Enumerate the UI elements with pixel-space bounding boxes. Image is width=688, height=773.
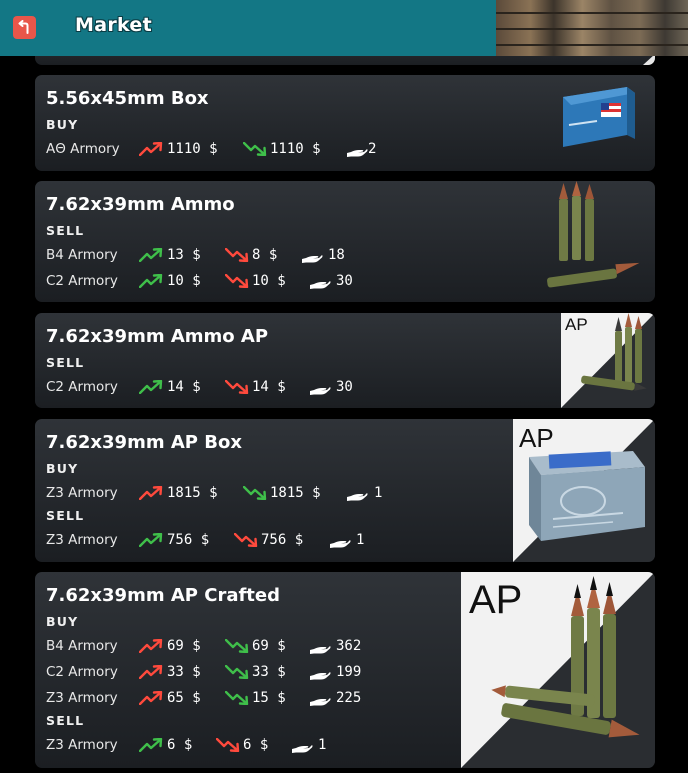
hand-icon [309,693,331,707]
market-card[interactable] [35,75,655,171]
item-name: 7.62x39mm AP Crafted [46,585,280,606]
page-title: Market [75,14,152,36]
sell-price: 10 $ [252,273,286,289]
trend-down-icon [225,274,249,288]
sell-price: 33 $ [252,664,286,680]
stock-qty: 1 [318,737,327,753]
seller-name: Z3 Armory [46,485,118,501]
buy-price: 1815 $ [167,485,218,501]
seller-name: C2 Armory [46,273,118,289]
hand-icon [291,740,313,754]
hand-icon [309,667,331,681]
buy-price: 1110 $ [167,141,218,157]
stock-qty: 18 [328,247,345,263]
ammo-ap-box-image [513,419,655,562]
hand-icon [309,276,331,290]
trend-down-icon [225,380,249,394]
ap-badge: AP [519,423,554,453]
section-label-buy: BUY [46,461,79,476]
trend-down-icon [225,248,249,262]
item-name: 5.56x45mm Box [46,88,209,109]
stock-qty: 1 [356,532,365,548]
trend-down-icon [234,533,258,547]
stock-qty: 2 [368,141,377,157]
header-banner-image [496,0,688,56]
section-label-buy: BUY [46,117,79,132]
seller-name: C2 Armory [46,379,118,395]
hand-icon [301,250,323,264]
ammo-ap-crafted-image [461,572,655,768]
hand-icon [309,641,331,655]
section-label-sell: SELL [46,223,85,238]
trend-up-icon [139,142,163,156]
buy-price: 14 $ [167,379,201,395]
seller-name: AΘ Armory [46,141,120,157]
trend-up-icon [139,380,163,394]
trend-up-icon [139,533,163,547]
ammo-box-image [535,75,655,171]
item-name: 7.62x39mm Ammo AP [46,326,269,347]
offer-row[interactable] [46,638,526,656]
top-bar [0,0,688,56]
seller-name: B4 Armory [46,638,118,654]
offer-row[interactable] [46,664,526,682]
trend-down-icon [225,691,249,705]
trend-up-icon [139,665,163,679]
trend-down-icon [225,639,249,653]
section-label-sell: SELL [46,713,85,728]
ammo-ap-image [561,313,655,408]
section-label-sell: SELL [46,355,85,370]
stock-qty: 225 [336,690,362,706]
buy-price: 33 $ [167,664,201,680]
offer-row[interactable] [46,379,526,397]
sell-price: 6 $ [243,737,269,753]
trend-down-icon [243,142,267,156]
offer-row[interactable] [46,141,526,159]
sell-price: 8 $ [252,247,278,263]
trend-up-icon [139,274,163,288]
hand-icon [346,488,368,502]
trend-up-icon [139,486,163,500]
market-card[interactable] [35,419,655,562]
offer-row[interactable] [46,690,526,708]
sell-price: 69 $ [252,638,286,654]
item-name: 7.62x39mm Ammo [46,194,235,215]
stock-qty: 1 [374,485,383,501]
ammo-rounds-image [535,181,655,302]
hand-icon [309,382,331,396]
buy-price: 756 $ [167,532,210,548]
seller-name: B4 Armory [46,247,118,263]
trend-up-icon [139,691,163,705]
stock-qty: 362 [336,638,362,654]
stock-qty: 30 [336,273,353,289]
stock-qty: 199 [336,664,362,680]
trend-down-icon [243,486,267,500]
offer-row[interactable] [46,485,526,503]
offer-row[interactable] [46,737,526,755]
back-button[interactable] [13,16,36,39]
buy-price: 6 $ [167,737,193,753]
sell-price: 15 $ [252,690,286,706]
market-card[interactable] [35,572,655,768]
seller-name: C2 Armory [46,664,118,680]
seller-name: Z3 Armory [46,737,118,753]
ap-badge: AP [469,578,523,622]
trend-down-icon [225,665,249,679]
trend-up-icon [139,738,163,752]
offer-row[interactable] [46,273,526,291]
sell-price: 1110 $ [270,141,321,157]
section-label-sell: SELL [46,508,85,523]
market-list[interactable] [0,56,688,773]
item-name: 7.62x39mm AP Box [46,432,242,453]
market-card[interactable] [35,313,655,408]
offer-row[interactable] [46,247,526,265]
back-arrow-icon [17,20,32,35]
trend-up-icon [139,248,163,262]
section-label-buy: BUY [46,614,79,629]
trend-down-icon [216,738,240,752]
buy-price: 65 $ [167,690,201,706]
hand-icon [346,144,368,158]
market-card[interactable] [35,181,655,302]
hand-icon [329,535,351,549]
ap-badge: AP [565,315,588,334]
seller-name: Z3 Armory [46,690,118,706]
buy-price: 10 $ [167,273,201,289]
seller-name: Z3 Armory [46,532,118,548]
buy-price: 69 $ [167,638,201,654]
offer-row[interactable] [46,532,526,550]
sell-price: 14 $ [252,379,286,395]
sell-price: 756 $ [261,532,304,548]
stock-qty: 30 [336,379,353,395]
sell-price: 1815 $ [270,485,321,501]
buy-price: 13 $ [167,247,201,263]
trend-up-icon [139,639,163,653]
